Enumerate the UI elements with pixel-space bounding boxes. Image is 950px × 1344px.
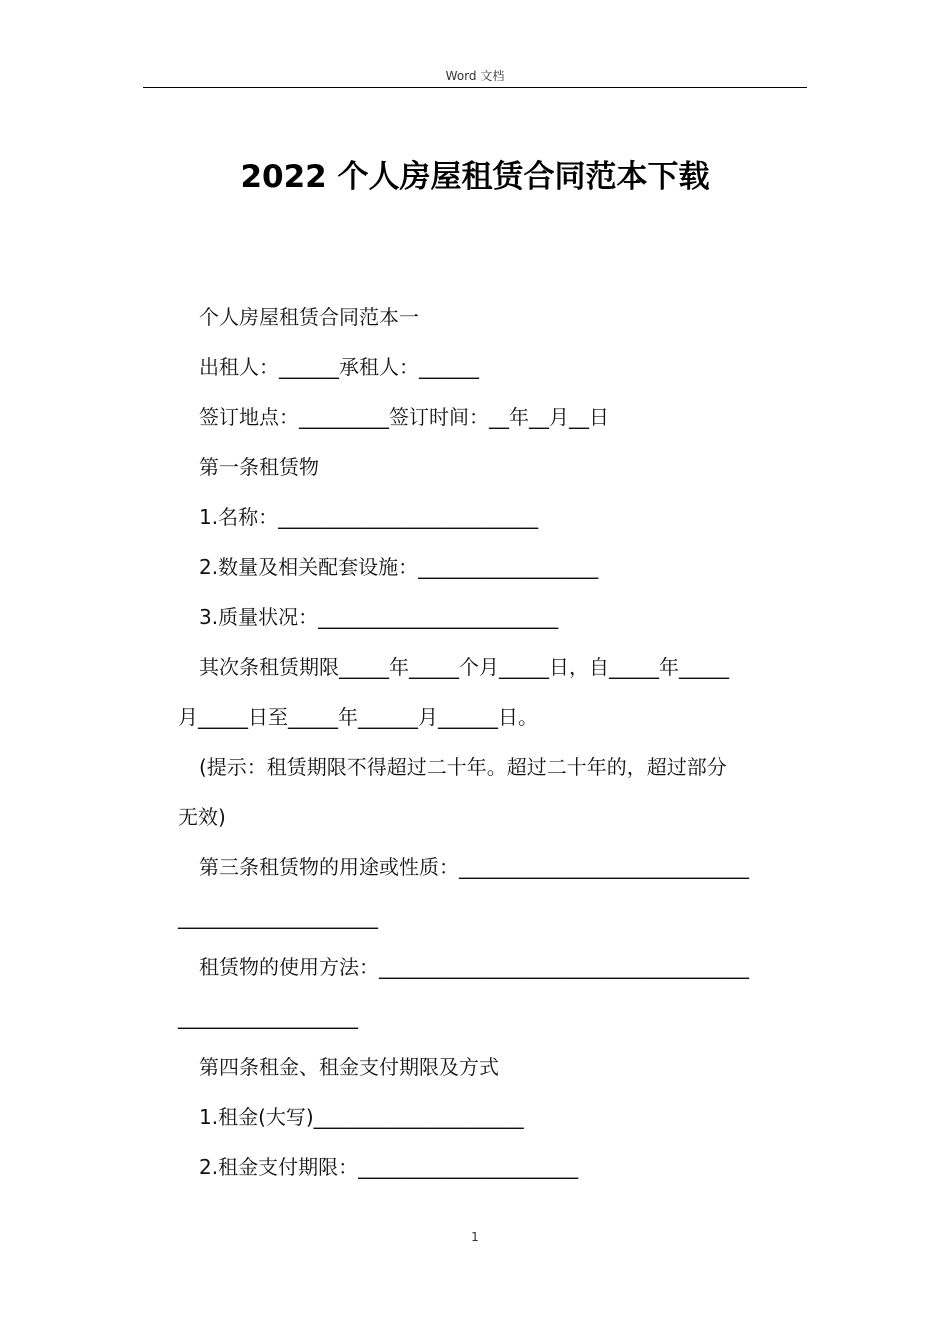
header-divider bbox=[143, 87, 807, 88]
document-body bbox=[178, 292, 800, 1192]
article-heading: 第四条租金、租金支付期限及方式 bbox=[199, 1055, 499, 1079]
usage-method-line: 租赁物的使用方法：_____________________________________ bbox=[199, 955, 749, 979]
page-number: 1 bbox=[471, 1230, 479, 1244]
note-line: (提示：租赁期限不得超过二十年。超过二十年的，超过部分 bbox=[199, 755, 727, 779]
clause-line: 3.质量状况：________________________ bbox=[199, 605, 559, 629]
clause-line: 2.租金支付期限：______________________ bbox=[199, 1155, 579, 1179]
blank-line-continuation: __________________ bbox=[178, 1005, 358, 1029]
article-heading: 第一条租赁物 bbox=[199, 455, 319, 479]
clause-line: 1.名称：__________________________ bbox=[199, 505, 539, 529]
clause-line: 2.数量及相关配套设施：__________________ bbox=[199, 555, 599, 579]
blank-line-continuation: ____________________ bbox=[178, 905, 378, 929]
article-heading: 第三条租赁物的用途或性质：_____________________________ bbox=[199, 855, 749, 879]
lease-term-line: 其次条租赁期限_____年_____个月_____日，自_____年_____ bbox=[199, 655, 729, 679]
page-header-label: Word 文档 bbox=[445, 69, 505, 83]
document-title: 2022 个人房屋租赁合同范本下载 bbox=[240, 159, 710, 195]
parties-line: 出租人：______承租人：______ bbox=[199, 355, 479, 379]
signing-place-date-line: 签订地点：_________签订时间：__年__月__日 bbox=[199, 405, 609, 429]
section-heading: 个人房屋租赁合同范本一 bbox=[199, 305, 419, 329]
note-continuation: 无效) bbox=[178, 805, 226, 829]
lease-term-continuation: 月_____日至_____年______月______日。 bbox=[178, 705, 538, 729]
clause-line: 1.租金(大写)_____________________ bbox=[199, 1105, 524, 1129]
